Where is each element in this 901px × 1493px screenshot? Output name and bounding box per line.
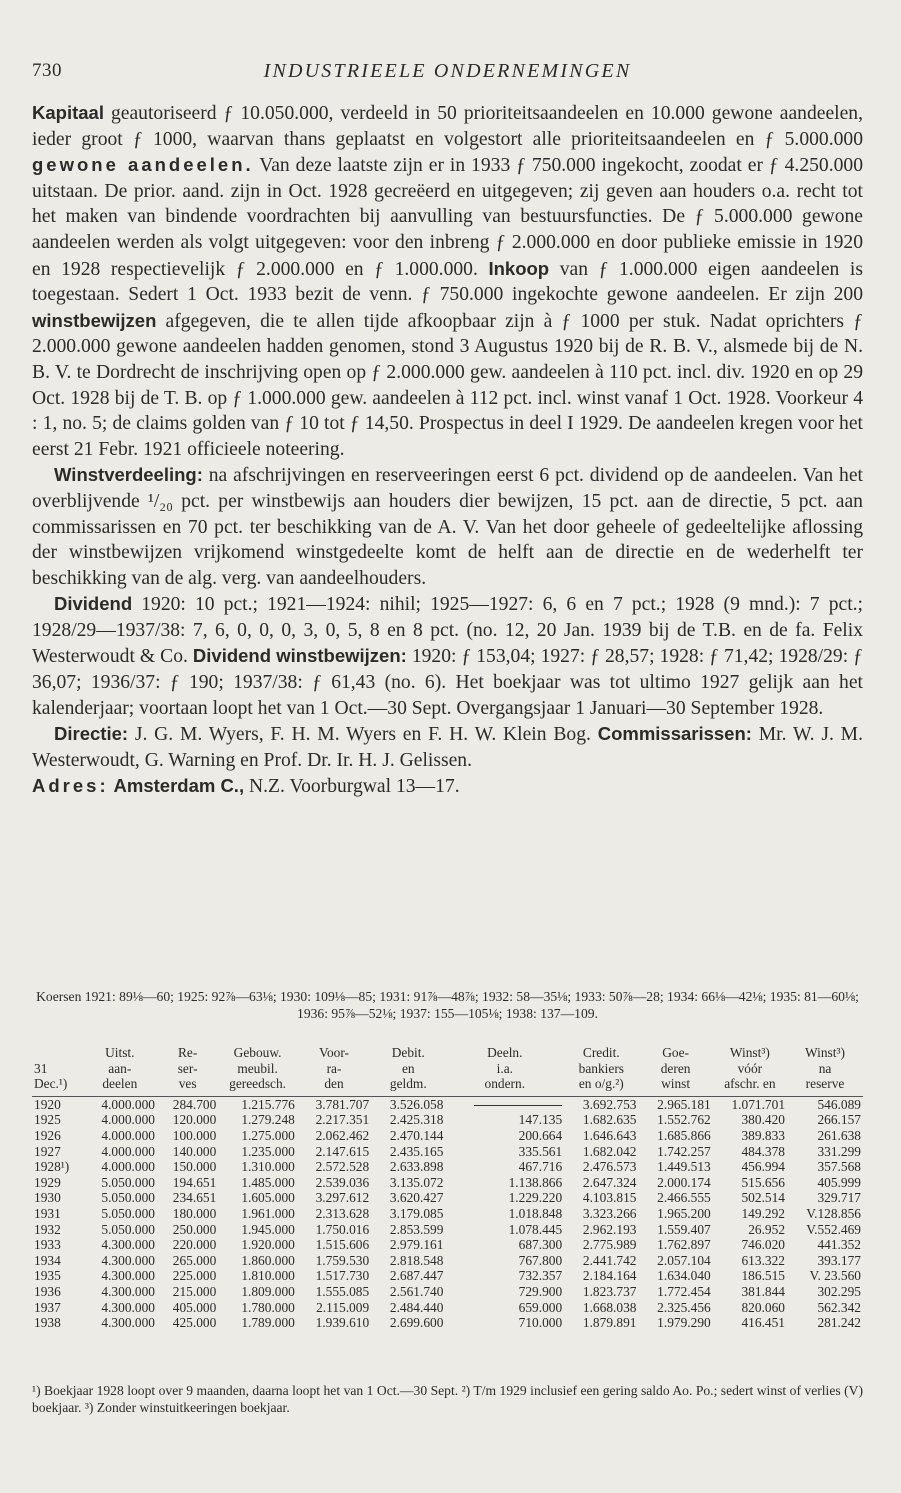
table-cell: 147.135 bbox=[518, 1112, 563, 1128]
table-cell: 1.215.776 bbox=[241, 1096, 295, 1112]
table-cell: 3.323.266 bbox=[582, 1205, 637, 1221]
table-body bbox=[32, 1096, 863, 1330]
table-row bbox=[32, 1222, 863, 1238]
table-cell: 194.651 bbox=[172, 1174, 217, 1190]
table-cell: 729.900 bbox=[518, 1283, 563, 1299]
table-cell: 225.000 bbox=[172, 1268, 217, 1284]
table-cell: 120.000 bbox=[172, 1112, 217, 1128]
table-cell: 1.860.000 bbox=[241, 1252, 295, 1268]
table-cell: 441.352 bbox=[817, 1237, 861, 1253]
text: pct. per winstbewijs aan houders dier bewijzen, 15 pct. aan de directie, 5 pct. aan commissarissen en 70 pct. ter beschikking van de A. V. Van het door geheele of gedeeltelijke aflossing der winstbewijzen vrijkomend winstgedeelte komt de helft aan de directie en de wederhelft ter beschikking van de alg. verg. van aandeelhouders. bbox=[32, 490, 863, 589]
row-year: 1927 bbox=[34, 1143, 61, 1159]
table-cell: 1.229.220 bbox=[508, 1190, 563, 1206]
table-cell: 1.552.762 bbox=[657, 1112, 711, 1128]
table-cell: 4.300.000 bbox=[101, 1315, 155, 1331]
table-cell: 100.000 bbox=[172, 1127, 217, 1143]
row-year: 1930 bbox=[34, 1190, 61, 1206]
table-cell: 2.572.528 bbox=[315, 1159, 370, 1175]
table-cell: 234.651 bbox=[172, 1190, 217, 1206]
column-header bbox=[218, 1045, 297, 1096]
row-year: 1928¹) bbox=[34, 1159, 70, 1175]
table-cell: 5.050.000 bbox=[101, 1190, 155, 1206]
emphasis-gewone-aandeelen: gewone aandeelen. bbox=[32, 154, 254, 176]
table-cell: 515.656 bbox=[741, 1174, 786, 1190]
table-cell: 335.561 bbox=[518, 1143, 563, 1159]
table-cell: 393.177 bbox=[817, 1252, 861, 1268]
table-cell: 2.466.555 bbox=[657, 1190, 711, 1206]
table-cell: 381.844 bbox=[741, 1283, 786, 1299]
text: Van deze laatste zijn er in 1933 ƒ 750.000 ingekocht, zoodat er ƒ 4.250.000 uitstaan. De prior. aand. zijn in Oct. 1928 gecreëerd en uitgegeven; zij geven aan houders o.a. recht tot het maken van bindende voordrachten bij aanvulling van bestuursfuncties. De ƒ 5.000.000 gewone aandeelen werden als volgt uitgegeven: voor den inbreng ƒ 2.000.000 en door publieke emissie in 1920 en 1928 respectievelijk ƒ 2.000.000 en ƒ 1.000.000. bbox=[32, 155, 864, 280]
table-cell: 502.514 bbox=[741, 1190, 786, 1206]
label-inkoop: Inkoop bbox=[488, 257, 550, 279]
table-cell: 405.000 bbox=[172, 1299, 217, 1315]
table-cell: 180.000 bbox=[172, 1205, 217, 1221]
row-year: 1938 bbox=[34, 1315, 61, 1331]
empty-value-rule bbox=[474, 1105, 562, 1106]
table-row bbox=[32, 1096, 863, 1112]
text: afgegeven, die te allen tijde afkoopbaar zijn à ƒ 1000 per stuk. Nadat oprichters ƒ 2.000.000 gewone aandeelen hadden genomen, stond 3 Augustus 1920 bij de R. B. V., alsmede bij de N. B. V. te Dordrecht de inschrijving open op ƒ 2.000.000 gew. aandeelen à 110 pct. incl. div. 1920 en op 29 Oct. 1928 bij de T. B. op ƒ 1.000.000 gew. aandeelen à 112 pct. incl. winst vanaf 1 Oct. 1928. Voorkeur 4 : 1, no. 5; de claims golden van ƒ 10 tot ƒ 14,50. Prospectus in deel I 1929. De aandeelen kregen voor het eerst 21 Febr. 1921 officieele noteering. bbox=[32, 310, 863, 460]
column-header-line: vóór bbox=[737, 1060, 763, 1076]
table-row bbox=[32, 1253, 863, 1269]
table-cell: 1.789.000 bbox=[241, 1315, 295, 1331]
column-header-line: geldm. bbox=[389, 1076, 427, 1092]
table-cell: 266.157 bbox=[817, 1112, 861, 1128]
table-cell: 4.000.000 bbox=[101, 1143, 155, 1159]
table-cell: 4.300.000 bbox=[101, 1299, 155, 1315]
label-commissarissen: Commissarissen: bbox=[597, 723, 752, 745]
label-dividend: Dividend bbox=[54, 593, 133, 615]
table-cell: 1.762.897 bbox=[657, 1237, 711, 1253]
column-header bbox=[371, 1045, 445, 1096]
table-cell: 4.000.000 bbox=[101, 1159, 155, 1175]
column-header-line: gereedsch. bbox=[229, 1076, 287, 1092]
table-cell: 140.000 bbox=[172, 1143, 217, 1159]
table-cell: 456.994 bbox=[741, 1159, 786, 1175]
table-row bbox=[32, 1159, 863, 1175]
table-cell: 425.000 bbox=[172, 1315, 217, 1331]
table-cell: 5.050.000 bbox=[101, 1221, 155, 1237]
column-header-line: Dec.¹) bbox=[34, 1076, 68, 1092]
column-header-line: meubil. bbox=[237, 1060, 278, 1076]
column-header bbox=[445, 1045, 564, 1096]
paragraph-winstverdeeling bbox=[32, 462, 863, 591]
table-cell: 3.297.612 bbox=[315, 1190, 370, 1206]
paragraph-dividend bbox=[32, 591, 863, 721]
column-header-line: Debit. bbox=[391, 1045, 425, 1060]
column-header-line: deelen bbox=[102, 1076, 138, 1092]
column-header bbox=[564, 1045, 638, 1096]
column-header-line: ra- bbox=[326, 1060, 342, 1076]
text: J. G. M. Wyers, F. H. M. Wyers en F. H. W. Klein Bog. bbox=[128, 724, 598, 746]
table-cell: 2.633.898 bbox=[389, 1159, 444, 1175]
table-cell: 1.759.530 bbox=[315, 1252, 370, 1268]
column-header bbox=[32, 1045, 83, 1096]
text: 1920: 10 pct.; 1921—1924: nihil; 1925—1927: 6, 6 en 7 pct.; 1928 (9 mnd.): 7 pct.; 1928/29—1937/38: 7, 6, 0, 0, 0, 3, 0, 5, 8 en 8 pct. (no. 12, 20 Jan. 1939 bij de T.B. en de fa. Felix Westerwoudt & Co. bbox=[32, 594, 863, 668]
table-cell: 3.692.753 bbox=[582, 1096, 637, 1112]
column-header-line: Winst³) bbox=[805, 1045, 845, 1060]
table-cell: 5.050.000 bbox=[101, 1205, 155, 1221]
page-header bbox=[32, 60, 863, 94]
table-cell: 1.138.866 bbox=[508, 1174, 563, 1190]
table-cell bbox=[445, 1096, 564, 1112]
table-cell: 659.000 bbox=[518, 1299, 563, 1315]
table-cell: 546.089 bbox=[817, 1096, 861, 1112]
table-cell: 1.809.000 bbox=[241, 1283, 295, 1299]
column-header-line: Deeln. bbox=[487, 1045, 523, 1060]
label-kapitaal: Kapitaal bbox=[32, 102, 104, 123]
table-cell: 1.515.606 bbox=[315, 1237, 370, 1253]
table-cell: 1.685.866 bbox=[657, 1127, 711, 1143]
table-cell: 1.682.042 bbox=[582, 1143, 637, 1159]
table-cell: V.552.469 bbox=[806, 1221, 861, 1237]
column-header-line: 31 bbox=[34, 1060, 48, 1076]
table-cell: 261.638 bbox=[817, 1127, 861, 1143]
label-winstverdeeling: Winstverdeeling: bbox=[54, 464, 203, 486]
table-cell: 4.300.000 bbox=[101, 1252, 155, 1268]
column-header-line: den bbox=[324, 1076, 344, 1092]
table-cell: 1.750.016 bbox=[315, 1221, 370, 1237]
table-cell: 2.147.615 bbox=[315, 1143, 370, 1159]
table-cell: 1.945.000 bbox=[241, 1221, 295, 1237]
text: geautoriseerd ƒ 10.050.000, verdeeld in 50 prioriteitsaandeelen en 10.000 gewone aandeelen, ieder groot ƒ 1000, waarvan thans geplaatst en volgestort alle prioriteitsaandeelen en ƒ 5.000.000 bbox=[32, 103, 863, 150]
label-winstbewijzen: winstbewijzen bbox=[32, 309, 157, 331]
table-row bbox=[32, 1206, 863, 1222]
table-cell: 4.000.000 bbox=[101, 1096, 155, 1112]
table-cell: 3.526.058 bbox=[389, 1096, 444, 1112]
table-cell: 1.634.040 bbox=[657, 1268, 711, 1284]
table-cell: 186.515 bbox=[741, 1268, 786, 1284]
label-directie: Directie: bbox=[54, 723, 129, 745]
article-body bbox=[32, 100, 863, 800]
table-cell: 2.425.318 bbox=[389, 1112, 444, 1128]
table-cell: 2.325.456 bbox=[657, 1299, 711, 1315]
table-cell: 3.135.072 bbox=[389, 1174, 444, 1190]
table-cell: 710.000 bbox=[518, 1315, 563, 1331]
table-row bbox=[32, 1175, 863, 1191]
column-header-line: Re- bbox=[177, 1045, 198, 1060]
row-year: 1933 bbox=[34, 1237, 61, 1253]
table-cell: 2.184.164 bbox=[582, 1268, 637, 1284]
table-cell: V. 23.560 bbox=[809, 1268, 861, 1284]
row-year: 1926 bbox=[34, 1127, 61, 1143]
table-row bbox=[32, 1300, 863, 1316]
running-title: INDUSTRIEELE ONDERNEMINGEN bbox=[263, 60, 632, 82]
table-cell: 562.342 bbox=[817, 1299, 861, 1315]
table-cell: 265.000 bbox=[172, 1252, 217, 1268]
paragraph-directie bbox=[32, 721, 863, 800]
table-cell: 150.000 bbox=[172, 1159, 217, 1175]
table-cell: 250.000 bbox=[172, 1221, 217, 1237]
table-row bbox=[32, 1128, 863, 1144]
table-cell: 1.780.000 bbox=[241, 1299, 295, 1315]
table-cell: 3.620.427 bbox=[389, 1190, 444, 1206]
table-cell: 357.568 bbox=[817, 1159, 861, 1175]
column-header-line: Uitst. bbox=[105, 1045, 135, 1060]
table-cell: 2.000.174 bbox=[657, 1174, 711, 1190]
row-year: 1937 bbox=[34, 1299, 61, 1315]
adres-city: Amsterdam C., bbox=[113, 775, 245, 797]
table-cell: 1.742.257 bbox=[657, 1143, 711, 1159]
table-cell: 1.275.000 bbox=[241, 1127, 295, 1143]
row-year: 1925 bbox=[34, 1112, 61, 1128]
table-cell: 1.449.513 bbox=[657, 1159, 711, 1175]
column-header-line: en bbox=[401, 1060, 415, 1076]
table-cell: 2.062.462 bbox=[315, 1127, 370, 1143]
table-cell: 2.484.440 bbox=[389, 1299, 444, 1315]
table-cell: 2.435.165 bbox=[389, 1143, 444, 1159]
table-cell: 2.965.181 bbox=[657, 1096, 711, 1112]
table-cell: 2.217.351 bbox=[315, 1112, 370, 1128]
row-year: 1920 bbox=[34, 1096, 61, 1112]
table-row bbox=[32, 1284, 863, 1300]
table-cell: 2.818.548 bbox=[389, 1252, 444, 1268]
column-header-line: Gebouw. bbox=[233, 1045, 282, 1060]
table-cell: 1.235.000 bbox=[241, 1143, 295, 1159]
column-header bbox=[157, 1045, 218, 1096]
table-cell: 1.823.737 bbox=[582, 1283, 637, 1299]
table-row bbox=[32, 1237, 863, 1253]
label-adres: Adres: bbox=[32, 775, 109, 797]
table-cell: 1.961.000 bbox=[241, 1205, 295, 1221]
table-cell: 2.470.144 bbox=[389, 1127, 444, 1143]
row-year: 1936 bbox=[34, 1283, 61, 1299]
row-year: 1934 bbox=[34, 1252, 61, 1268]
table-row bbox=[32, 1315, 863, 1331]
label-dividend-winstbewijzen: Dividend winstbewijzen: bbox=[192, 645, 407, 667]
financial-table bbox=[32, 1045, 863, 1331]
table-cell: 4.300.000 bbox=[101, 1268, 155, 1284]
table-cell: 220.000 bbox=[172, 1237, 217, 1253]
column-header bbox=[297, 1045, 371, 1096]
column-header-line: i.a. bbox=[496, 1060, 513, 1076]
table-cell: 4.103.815 bbox=[582, 1190, 637, 1206]
text: na afschrijvingen en reserveeringen eerst 6 pct. dividend op de aandeelen. Van het overblijvende bbox=[32, 465, 863, 512]
table-cell: 732.357 bbox=[518, 1268, 563, 1284]
table-cell: 484.378 bbox=[741, 1143, 786, 1159]
table-cell: 284.700 bbox=[172, 1096, 217, 1112]
column-header bbox=[713, 1045, 787, 1096]
table-header-row bbox=[32, 1045, 863, 1096]
table-cell: 2.775.989 bbox=[582, 1237, 637, 1253]
table-cell: 1.772.454 bbox=[657, 1283, 711, 1299]
table-cell: 2.476.573 bbox=[582, 1159, 637, 1175]
table-cell: 4.000.000 bbox=[101, 1127, 155, 1143]
table-cell: 149.292 bbox=[741, 1205, 786, 1221]
column-header-line: ser- bbox=[177, 1060, 198, 1076]
table-cell: 5.050.000 bbox=[101, 1174, 155, 1190]
table-row bbox=[32, 1268, 863, 1284]
table-cell: 2.441.742 bbox=[582, 1252, 637, 1268]
table-cell: 2.687.447 bbox=[389, 1268, 444, 1284]
table-cell: 1.485.000 bbox=[241, 1174, 295, 1190]
table-cell: 1.939.610 bbox=[315, 1315, 370, 1331]
row-year: 1932 bbox=[34, 1221, 61, 1237]
table-cell: 2.979.161 bbox=[389, 1237, 444, 1253]
column-header-line: bankiers bbox=[578, 1060, 624, 1076]
table-cell: 2.539.036 bbox=[315, 1174, 370, 1190]
table-cell: 215.000 bbox=[172, 1283, 217, 1299]
table-cell: 2.561.740 bbox=[389, 1283, 444, 1299]
table-cell: 3.781.707 bbox=[315, 1096, 370, 1112]
column-header-line: aan- bbox=[108, 1060, 132, 1076]
table-row bbox=[32, 1190, 863, 1206]
table-cell: 1.559.407 bbox=[657, 1221, 711, 1237]
koersen-line: Koersen 1921: 89⅛—60; 1925: 92⅞—63⅛; 1930: 109⅛—85; 1931: 91⅞—48⅞; 1932: 58—35⅛; 1933: 50⅞—28; 1934: 66⅛—42⅛; 1935: 81—60⅛; 1936: 95⅞—52⅛; 1937: 155—105⅛; 1938: 137—109. bbox=[36, 989, 859, 1021]
text: 1920: ƒ 153,04; 1927: ƒ 28,57; 1928: ƒ 71,42; 1928/29: ƒ 36,07; 1936/37: ƒ 190; 1937/38: ƒ 61,43 (no. 6). Het boekjaar was tot ultimo 1927 gelijk aan het kalenderjaar; voortaan loopt het van 1 Oct.—30 Sept. Overgangsjaar 1 Januari—30 September 1928. bbox=[32, 646, 863, 719]
table-cell: 4.300.000 bbox=[101, 1283, 155, 1299]
table-cell: 2.057.104 bbox=[657, 1252, 711, 1268]
table-cell: 1.310.000 bbox=[241, 1159, 295, 1175]
column-header-line: Winst³) bbox=[729, 1045, 770, 1060]
table-cell: 2.313.628 bbox=[315, 1205, 370, 1221]
row-year: 1929 bbox=[34, 1174, 61, 1190]
column-header-line: Voor- bbox=[319, 1045, 349, 1060]
table-row bbox=[32, 1144, 863, 1160]
column-header bbox=[638, 1045, 712, 1096]
column-header-line: ondern. bbox=[484, 1076, 526, 1092]
column-header-line: Goe- bbox=[662, 1045, 689, 1060]
footnote: ¹) Boekjaar 1928 loopt over 9 maanden, daarna loopt het van 1 Oct.—30 Sept. ²) T/m 1929 inclusief een gering saldo Ao. Po.; sedert winst of verlies (V) boekjaar. ³) Zonder winstuitkeeringen boekjaar. bbox=[32, 1383, 863, 1415]
paragraph-kapitaal bbox=[32, 100, 863, 462]
table-cell: 2.115.009 bbox=[316, 1299, 370, 1315]
table-cell: 331.299 bbox=[817, 1143, 861, 1159]
table-cell: 416.451 bbox=[741, 1315, 786, 1331]
table-cell: 329.717 bbox=[817, 1190, 861, 1206]
page-number: 730 bbox=[32, 60, 62, 81]
table-cell: 1.682.635 bbox=[582, 1112, 637, 1128]
column-header-line: na bbox=[818, 1060, 832, 1076]
column-header bbox=[787, 1045, 863, 1096]
text: van ƒ 1.000.000 eigen aandeelen is toegestaan. Sedert 1 Oct. 1933 bezit de venn. ƒ 750.000 ingekochte gewone aandeelen. Er zijn 200 bbox=[32, 258, 863, 306]
column-header-line: deren bbox=[660, 1060, 691, 1076]
column-header-line: winst bbox=[661, 1076, 691, 1092]
table-cell: 820.060 bbox=[741, 1299, 786, 1315]
table-row bbox=[32, 1112, 863, 1128]
table-cell: 1.018.848 bbox=[508, 1205, 563, 1221]
adres-street: N.Z. Voorburgwal 13—17. bbox=[244, 776, 460, 798]
table-cell: 4.000.000 bbox=[101, 1112, 155, 1128]
row-year: 1931 bbox=[34, 1205, 61, 1221]
table-cell: 1.517.730 bbox=[315, 1268, 370, 1284]
table-cell: 1.605.000 bbox=[241, 1190, 295, 1206]
table-header bbox=[32, 1045, 863, 1096]
table-cell: 200.664 bbox=[518, 1127, 563, 1143]
column-header-line: en o/g.²) bbox=[578, 1076, 624, 1092]
table-cell: 405.999 bbox=[817, 1174, 861, 1190]
row-year: 1935 bbox=[34, 1268, 61, 1284]
table-cell: 767.800 bbox=[518, 1252, 563, 1268]
table-cell: 2.699.600 bbox=[389, 1315, 444, 1331]
table-cell: 2.962.193 bbox=[582, 1221, 637, 1237]
table-cell: 613.322 bbox=[741, 1252, 786, 1268]
table-cell: 746.020 bbox=[741, 1237, 786, 1253]
column-header-line: Credit. bbox=[582, 1045, 620, 1060]
table-cell: 1.810.000 bbox=[241, 1268, 295, 1284]
table-cell: 1.979.290 bbox=[657, 1315, 711, 1331]
table-cell: 467.716 bbox=[518, 1159, 563, 1175]
column-header-line: reserve bbox=[805, 1076, 845, 1092]
column-header-line: ves bbox=[178, 1076, 197, 1092]
fraction: ¹/₂₀ bbox=[147, 490, 173, 512]
table-cell: 389.833 bbox=[741, 1127, 786, 1143]
table-cell: 2.647.324 bbox=[582, 1174, 637, 1190]
table-cell: 4.300.000 bbox=[101, 1237, 155, 1253]
table-cell: 1.279.248 bbox=[241, 1112, 295, 1128]
column-header-line: afschr. en bbox=[724, 1076, 776, 1092]
table-cell: 1.668.038 bbox=[582, 1299, 637, 1315]
table-cell: 1.078.445 bbox=[508, 1221, 563, 1237]
text: Mr. W. J. M. Westerwoudt, G. Warning en Prof. Dr. Ir. H. J. Gelissen. bbox=[32, 724, 863, 771]
table-cell: 281.242 bbox=[817, 1315, 861, 1331]
table-cell: 302.295 bbox=[817, 1283, 861, 1299]
table-cell: 26.952 bbox=[748, 1221, 786, 1237]
table-cell: 1.965.200 bbox=[657, 1205, 711, 1221]
table-cell: 1.879.891 bbox=[582, 1315, 637, 1331]
table-cell: 1.646.643 bbox=[582, 1127, 637, 1143]
table-cell: 2.853.599 bbox=[389, 1221, 444, 1237]
table-cell: 1.071.701 bbox=[731, 1096, 786, 1112]
table-cell: 1.920.000 bbox=[241, 1237, 295, 1253]
table-cell: V.128.856 bbox=[806, 1205, 861, 1221]
table-cell: 1.555.085 bbox=[315, 1283, 370, 1299]
column-header bbox=[83, 1045, 157, 1096]
table-cell: 3.179.085 bbox=[389, 1205, 444, 1221]
table-cell: 687.300 bbox=[518, 1237, 563, 1253]
table-cell: 380.420 bbox=[741, 1112, 786, 1128]
